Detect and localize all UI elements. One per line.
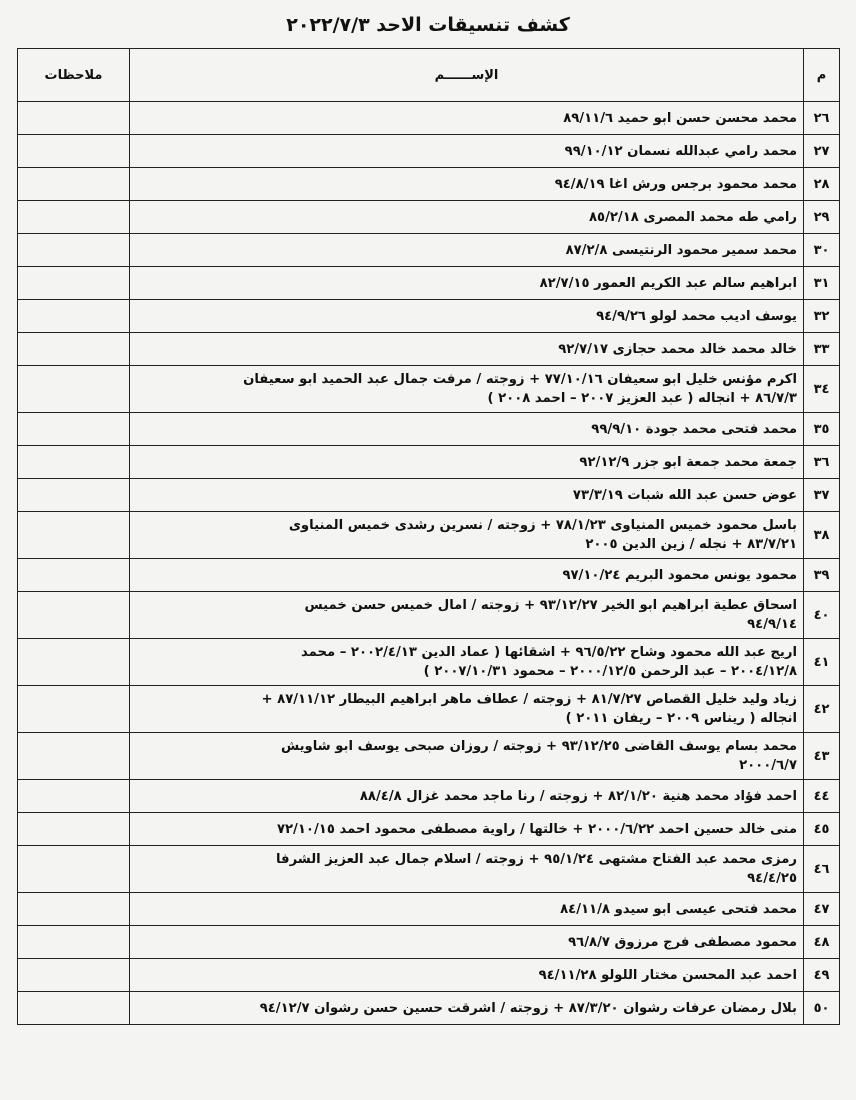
row-number: ٣٩ bbox=[804, 559, 840, 592]
table-row bbox=[18, 559, 840, 592]
row-notes bbox=[18, 639, 130, 686]
row-name-line: ٩٤/٤/٢٥ bbox=[747, 871, 797, 886]
row-notes bbox=[18, 201, 130, 234]
row-notes bbox=[18, 413, 130, 446]
table-row bbox=[18, 992, 840, 1025]
row-number: ٣٨ bbox=[804, 512, 840, 559]
table-row bbox=[18, 592, 840, 639]
row-name-line: منى خالد حسين احمد ٢٠٠٠/٦/٢٢ + خالتها / راوية مصطفى محمود احمد ٧٢/١٠/١٥ bbox=[276, 821, 797, 837]
row-number: ٢٨ bbox=[804, 168, 840, 201]
row-name-cell bbox=[130, 559, 804, 592]
header-number: م bbox=[804, 49, 840, 102]
row-name-line: محمد محمود برجس ورش اغا ٩٤/٨/١٩ bbox=[554, 176, 797, 192]
row-name-line: باسل محمود خميس المنياوى ٧٨/١/٢٣ + زوجته / نسرين رشدى خميس المنياوى bbox=[288, 518, 797, 533]
table-row bbox=[18, 893, 840, 926]
table-row bbox=[18, 846, 840, 893]
row-number: ٣٥ bbox=[804, 413, 840, 446]
row-name-cell bbox=[130, 234, 804, 267]
row-name-line: محمد فتحى محمد جودة ٩٩/٩/١٠ bbox=[591, 421, 797, 437]
row-number: ٤٦ bbox=[804, 846, 840, 893]
row-number: ٣٦ bbox=[804, 446, 840, 479]
row-notes bbox=[18, 686, 130, 733]
row-name-cell bbox=[130, 168, 804, 201]
row-number: ٤٢ bbox=[804, 686, 840, 733]
row-name-line: رمزى محمد عبد الفتاح مشتهى ٩٥/١/٢٤ + زوجته / اسلام جمال عبد العزيز الشرفا bbox=[275, 852, 797, 867]
table-row bbox=[18, 267, 840, 300]
row-number: ٤٤ bbox=[804, 780, 840, 813]
row-notes bbox=[18, 234, 130, 267]
table-row bbox=[18, 733, 840, 780]
row-name-line: محمد سمير محمود الرنتيسى ٨٧/٢/٨ bbox=[565, 242, 797, 258]
row-name-cell bbox=[130, 733, 804, 780]
row-name-cell bbox=[130, 446, 804, 479]
row-notes bbox=[18, 102, 130, 135]
table-row bbox=[18, 333, 840, 366]
row-name-cell bbox=[130, 639, 804, 686]
row-name-cell bbox=[130, 813, 804, 846]
row-notes bbox=[18, 559, 130, 592]
table-row bbox=[18, 959, 840, 992]
row-name-line: ابراهيم سالم عبد الكريم العمور ٨٢/٧/١٥ bbox=[539, 275, 797, 291]
table-row bbox=[18, 413, 840, 446]
table-row bbox=[18, 135, 840, 168]
row-number: ٤٩ bbox=[804, 959, 840, 992]
row-name-cell bbox=[130, 512, 804, 559]
header-name: الإســــــم bbox=[130, 49, 804, 102]
row-name-cell bbox=[130, 300, 804, 333]
row-name-line: رامي طه محمد المصرى ٨٥/٢/١٨ bbox=[588, 209, 797, 225]
row-number: ٤٠ bbox=[804, 592, 840, 639]
row-notes bbox=[18, 733, 130, 780]
row-name-cell bbox=[130, 267, 804, 300]
row-notes bbox=[18, 893, 130, 926]
row-notes bbox=[18, 168, 130, 201]
row-notes bbox=[18, 135, 130, 168]
row-name-cell bbox=[130, 479, 804, 512]
row-notes bbox=[18, 780, 130, 813]
row-name-line: عوض حسن عبد الله شبات ٧٣/٣/١٩ bbox=[572, 487, 797, 503]
row-name-cell bbox=[130, 592, 804, 639]
row-name-line: جمعة محمد جمعة ابو جزر ٩٢/١٢/٩ bbox=[579, 454, 797, 470]
row-name-cell bbox=[130, 686, 804, 733]
row-name-cell bbox=[130, 201, 804, 234]
table-body bbox=[18, 102, 840, 1025]
row-name-cell bbox=[130, 102, 804, 135]
row-name-line: بلال رمضان عرفات رشوان ٨٧/٣/٢٠ + زوجته / اشرقت حسين حسن رشوان ٩٤/١٢/٧ bbox=[259, 1000, 797, 1016]
row-name-cell bbox=[130, 992, 804, 1025]
row-name-cell bbox=[130, 959, 804, 992]
row-number: ٤١ bbox=[804, 639, 840, 686]
row-name-line: محمود يونس محمود البريم ٩٧/١٠/٢٤ bbox=[562, 567, 797, 583]
row-name-cell bbox=[130, 366, 804, 413]
row-name-line: زياد وليد خليل القصاص ٨١/٧/٢٧ + زوجته / عطاف ماهر ابراهيم البيطار ٨٧/١١/١٢ + bbox=[261, 692, 797, 707]
header-notes: ملاحظات bbox=[18, 49, 130, 102]
row-number: ٣١ bbox=[804, 267, 840, 300]
row-name-line: محمود مصطفى فرج مرزوق ٩٦/٨/٧ bbox=[568, 934, 797, 950]
row-name-line: اكرم مؤنس خليل ابو سعيفان ٧٧/١٠/١٦ + زوجته / مرفت جمال عبد الحميد ابو سعيفان bbox=[243, 372, 797, 387]
row-name-line: ٨٣/٧/٢١ + نجله / زين الدين ٢٠٠٥ bbox=[585, 537, 797, 552]
row-notes bbox=[18, 846, 130, 893]
row-notes bbox=[18, 479, 130, 512]
table-row bbox=[18, 686, 840, 733]
row-name-line: انجاله ( ريناس ٢٠٠٩ – ريفان ٢٠١١ ) bbox=[565, 711, 797, 726]
row-notes bbox=[18, 813, 130, 846]
table-row bbox=[18, 813, 840, 846]
table-row bbox=[18, 926, 840, 959]
table-row bbox=[18, 639, 840, 686]
row-name-cell bbox=[130, 846, 804, 893]
row-name-line: محمد بسام يوسف القاضى ٩٣/١٢/٢٥ + زوجته / روزان صبحى يوسف ابو شاويش bbox=[280, 739, 797, 754]
table-row bbox=[18, 479, 840, 512]
row-name-line: اسحاق عطية ابراهيم ابو الخير ٩٣/١٢/٢٧ + زوجته / امال خميس حسن خميس bbox=[304, 598, 797, 613]
table-row bbox=[18, 201, 840, 234]
row-name-cell bbox=[130, 413, 804, 446]
table-row bbox=[18, 300, 840, 333]
row-notes bbox=[18, 959, 130, 992]
table-row bbox=[18, 780, 840, 813]
row-number: ٢٧ bbox=[804, 135, 840, 168]
row-name-cell bbox=[130, 893, 804, 926]
row-notes bbox=[18, 446, 130, 479]
row-name-line: يوسف اديب محمد لولو ٩٤/٩/٢٦ bbox=[596, 308, 797, 324]
table-row bbox=[18, 446, 840, 479]
row-notes bbox=[18, 267, 130, 300]
row-number: ٣٧ bbox=[804, 479, 840, 512]
header-row bbox=[18, 49, 840, 102]
table-row bbox=[18, 512, 840, 559]
row-number: ٢٦ bbox=[804, 102, 840, 135]
row-number: ٥٠ bbox=[804, 992, 840, 1025]
coordination-table bbox=[17, 48, 840, 1025]
table-row bbox=[18, 102, 840, 135]
row-notes bbox=[18, 992, 130, 1025]
row-number: ٤٥ bbox=[804, 813, 840, 846]
page-title: كشف تنسيقات الاحد ٢٠٢٢/٧/٣ bbox=[286, 14, 570, 36]
row-notes bbox=[18, 926, 130, 959]
row-name-line: ٢٠٠٤/١٢/٨ – عبد الرحمن ٢٠٠٠/١٢/٥ – محمود ٢٠٠٧/١٠/٣١ ) bbox=[423, 664, 797, 679]
row-number: ٣٠ bbox=[804, 234, 840, 267]
row-name-line: احمد فؤاد محمد هنية ٨٢/١/٢٠ + زوجته / رنا ماجد محمد غزال ٨٨/٤/٨ bbox=[359, 788, 797, 804]
row-number: ٣٢ bbox=[804, 300, 840, 333]
row-number: ٣٣ bbox=[804, 333, 840, 366]
row-name-line: ٢٠٠٠/٦/٧ bbox=[739, 758, 797, 773]
row-notes bbox=[18, 366, 130, 413]
row-name-cell bbox=[130, 135, 804, 168]
row-number: ٤٨ bbox=[804, 926, 840, 959]
row-number: ٢٩ bbox=[804, 201, 840, 234]
row-number: ٤٧ bbox=[804, 893, 840, 926]
row-name-cell bbox=[130, 780, 804, 813]
row-notes bbox=[18, 592, 130, 639]
row-notes bbox=[18, 300, 130, 333]
row-name-line: محمد رامي عبدالله نسمان ٩٩/١٠/١٢ bbox=[564, 143, 797, 159]
row-name-line: احمد عبد المحسن مختار اللولو ٩٤/١١/٢٨ bbox=[538, 967, 797, 983]
row-name-line: محمد محسن حسن ابو حميد ٨٩/١١/٦ bbox=[563, 110, 797, 126]
row-name-line: ٨٦/٧/٣ + انجاله ( عبد العزيز ٢٠٠٧ – احمد ٢٠٠٨ ) bbox=[487, 391, 797, 406]
row-name-line: خالد محمد خالد محمد حجازى ٩٢/٧/١٧ bbox=[558, 341, 797, 357]
row-name-line: محمد فتحى عيسى ابو سيدو ٨٤/١١/٨ bbox=[560, 901, 797, 917]
row-number: ٤٣ bbox=[804, 733, 840, 780]
row-notes bbox=[18, 512, 130, 559]
table-row bbox=[18, 168, 840, 201]
table-row bbox=[18, 234, 840, 267]
row-number: ٣٤ bbox=[804, 366, 840, 413]
row-name-line: ٩٤/٩/١٤ bbox=[747, 617, 797, 632]
row-name-cell bbox=[130, 333, 804, 366]
table-row bbox=[18, 366, 840, 413]
row-notes bbox=[18, 333, 130, 366]
row-name-line: اريج عبد الله محمود وشاح ٩٦/٥/٢٢ + اشقائها ( عماد الدين ٢٠٠٢/٤/١٣ – محمد bbox=[301, 645, 797, 660]
row-name-cell bbox=[130, 926, 804, 959]
